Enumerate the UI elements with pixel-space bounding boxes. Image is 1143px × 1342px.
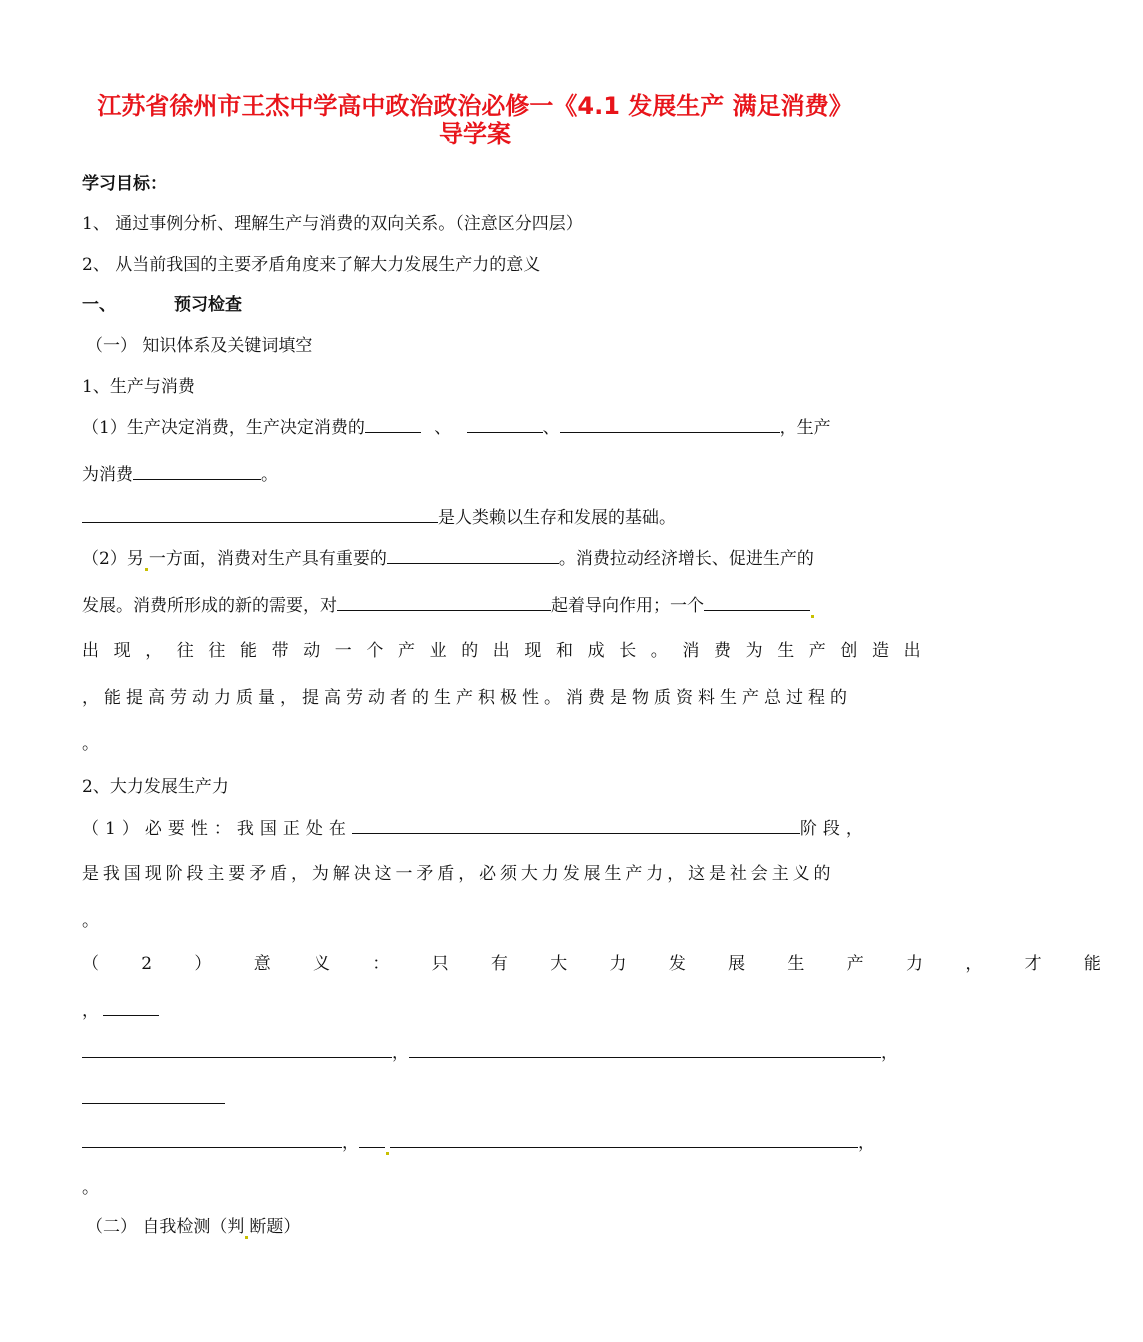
section-number: 一、 [82, 295, 116, 315]
necessity-line-2: 是我国现阶段主要矛盾，为解决这一矛盾，必须大力发展生产力，这是社会主义的 [82, 864, 835, 884]
scan-speck [145, 568, 148, 571]
objectives-heading: 学习目标： [82, 174, 167, 194]
necessity-line-1: （1）必要性：我国正处在 阶段， [82, 816, 869, 841]
significance-line-1: （2）意义：只有大力发展生产力，才能 [82, 954, 1143, 974]
necessity-line-3: 。 [82, 911, 99, 931]
document-title-line2: 导学案 [439, 120, 511, 148]
blank-12[interactable] [409, 1040, 881, 1058]
significance-line-2: ， [82, 998, 159, 1023]
part1-heading: （一） 知识体系及关键词填空 [86, 336, 313, 356]
significance-line-4 [82, 1086, 225, 1111]
blank-10[interactable] [103, 998, 159, 1016]
subheading-production-consumption: 1、生产与消费 [82, 377, 195, 397]
blank-15[interactable] [359, 1130, 385, 1148]
paragraph-2-line-1: （2）另 一方面，消费对生产具有重要的 。消费拉动经济增长、促进生产的 [82, 546, 814, 571]
document-title-line1: 江苏省徐州市王杰中学高中政治政治必修一《4.1 发展生产 满足消费》 [97, 92, 853, 120]
blank-5[interactable] [82, 505, 438, 523]
paragraph-1-line-1: （1）生产决定消费，生产决定消费的 、 、 ，生产 [82, 415, 831, 440]
blank-2[interactable] [467, 415, 543, 433]
significance-line-3: ， ， [82, 1040, 898, 1065]
paragraph-2-line-2: 发展。消费所形成的新的需要，对 起着导向作用；一个 [82, 593, 815, 618]
paragraph-1-line-2: 为消费 。 [82, 462, 278, 487]
significance-line-6: 。 [82, 1178, 99, 1198]
part2-heading: （二） 自我检测（判 断题） [86, 1217, 301, 1237]
paragraph-2-line-3: 出现，往往能带动一个产业的出现和成长。消费为生产创造出 [82, 641, 936, 661]
significance-line-5: ， ， [82, 1130, 875, 1155]
objective-item-2: 2、 从当前我国的主要矛盾角度来了解大力发展生产力的意义 [82, 255, 541, 275]
blank-7[interactable] [337, 593, 551, 611]
blank-8[interactable] [704, 593, 810, 611]
paragraph-1-line-3: 是人类赖以生存和发展的基础。 [82, 505, 676, 530]
objective-item-1: 1、 通过事例分析、理解生产与消费的双向关系。（注意区分四层） [82, 214, 583, 234]
blank-11[interactable] [82, 1040, 392, 1058]
section-heading [82, 293, 242, 317]
blank-4[interactable] [133, 462, 261, 480]
blank-1[interactable] [365, 415, 421, 433]
blank-13[interactable] [82, 1086, 225, 1104]
blank-6[interactable] [387, 546, 559, 564]
blank-9[interactable] [352, 816, 800, 834]
subheading-develop-productivity: 2、大力发展生产力 [82, 777, 229, 797]
blank-14[interactable] [82, 1130, 342, 1148]
paragraph-2-line-5: 。 [82, 734, 99, 754]
blank-3[interactable] [560, 415, 780, 433]
blank-16[interactable] [390, 1130, 858, 1148]
section-title: 预习检查 [174, 295, 242, 315]
paragraph-2-line-4: ，能提高劳动力质量，提高劳动者的生产积极性。消费是物质资料生产总过程的 [82, 688, 852, 708]
